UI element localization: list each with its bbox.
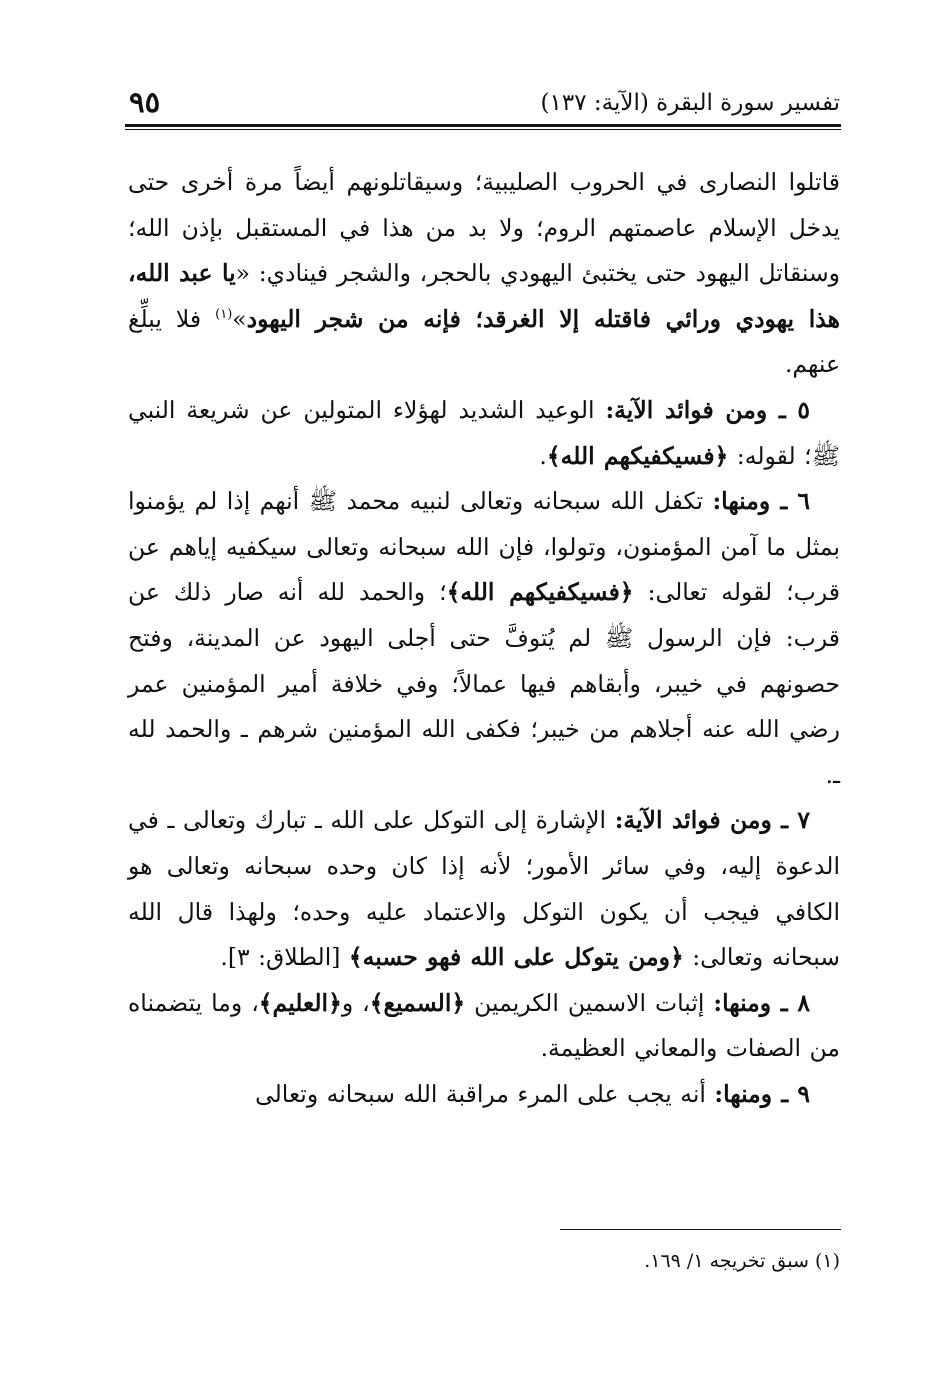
benefit-item-8: ٨ ـ ومنها: إثبات الاسمين الكريمين ﴿السميع﴾، و﴿العليم﴾، وما يتضمناه من الصفات والمعاني العظيمة.: [128, 988, 840, 1063]
benefit-item-9: ٩ ـ ومنها: أنه يجب على المرء مراقبة الله سبحانه وتعالى: [255, 1079, 810, 1108]
header-rule-thick: [125, 124, 841, 127]
item-label: ٨ ـ ومنها:: [713, 988, 810, 1017]
footnote: (١) سبق تخريجه ١/ ١٦٩.: [644, 1250, 840, 1272]
quran-quote: ﴿العليم﴾: [258, 988, 342, 1017]
page-header: [125, 85, 840, 122]
quran-quote: ﴿ومن يتوكل على الله فهو حسبه﴾: [348, 943, 684, 972]
quran-quote: ﴿السميع﴾: [369, 988, 466, 1017]
footnote-reference[interactable]: (١): [215, 306, 233, 322]
running-title: تفسير سورة البقرة (الآية: ١٣٧): [540, 90, 840, 116]
item-label: ٥ ـ ومن فوائد الآية:: [605, 395, 810, 424]
header-rule-thin: [125, 129, 841, 130]
footnote-separator: [560, 1229, 841, 1230]
benefit-item-7: ٧ ـ ومن فوائد الآية: الإشارة إلى التوكل على الله ـ تبارك وتعالى ـ في الدعوة إليه، وفي سائر الأمور؛ لأنه إذا كان وحده سبحانه وتعالى هو الكافي فيجب أن يكون التوكل والاعتماد عليه وحده؛ ولهذا قال الله سبحانه وتعالى: ﴿ومن يتوكل على الله فهو حسبه﴾ [الطلاق: ٣].: [128, 806, 840, 972]
quran-quote: ﴿فسيكفيكهم الله﴾: [546, 441, 729, 470]
quran-quote: ﴿فسيكفيكهم الله﴾: [446, 578, 634, 607]
page-number: ٩٥: [129, 85, 161, 119]
item-label: ٧ ـ ومن فوائد الآية:: [614, 806, 811, 835]
paragraph-continuation: قاتلوا النصارى في الحروب الصليبية؛ وسيقاتلونهم أيضاً مرة أخرى حتى يدخل الإسلام عاصمتهم الروم؛ ولا بد من هذا في المستقبل بإذن الله؛ وسنقاتل اليهود حتى يختبئ اليهودي بالحجر، والشجر فينادي: «يا عبد الله، هذا يهودي ورائي فاقتله إلا الغرقد؛ فإنه من شجر اليهود»$^{(١)}$ فلا يبلِّغ عنهم.: [128, 168, 840, 379]
benefit-item-6: ٦ ـ ومنها: تكفل الله سبحانه وتعالى لنبيه محمد ﷺ أنهم إذا لم يؤمنوا بمثل ما آمن المؤمنون، وتولوا، فإن الله سبحانه وتعالى سيكفيه إياهم عن قرب؛ لقوله تعالى: ﴿فسيكفيكهم الله﴾؛ والحمد لله أنه صار ذلك عن قرب: فإن الرسول ﷺ لم يُتوفَّ حتى أجلى اليهود عن المدينة، وفتح حصونهم في خيبر، وأبقاهم فيها عمالاً؛ وفي خلافة أمير المؤمنين عمر رضي الله عنه أجلاهم من خيبر؛ فكفى الله المؤمنين شرهم ـ والحمد لله ـ.: [128, 487, 840, 789]
item-label: ٦ ـ ومنها:: [712, 487, 810, 516]
benefit-item-5: ٥ ـ ومن فوائد الآية: الوعيد الشديد لهؤلاء المتولين عن شريعة النبي ﷺ؛ لقوله: ﴿فسيكفيكهم الله﴾.: [128, 395, 840, 470]
hadith-quote: يا عبد الله، هذا يهودي ورائي فاقتله إلا الغرقد؛ فإنه من شجر اليهود: [128, 259, 840, 333]
item-label: ٩ ـ ومنها:: [714, 1079, 810, 1108]
main-text: [128, 160, 840, 1117]
